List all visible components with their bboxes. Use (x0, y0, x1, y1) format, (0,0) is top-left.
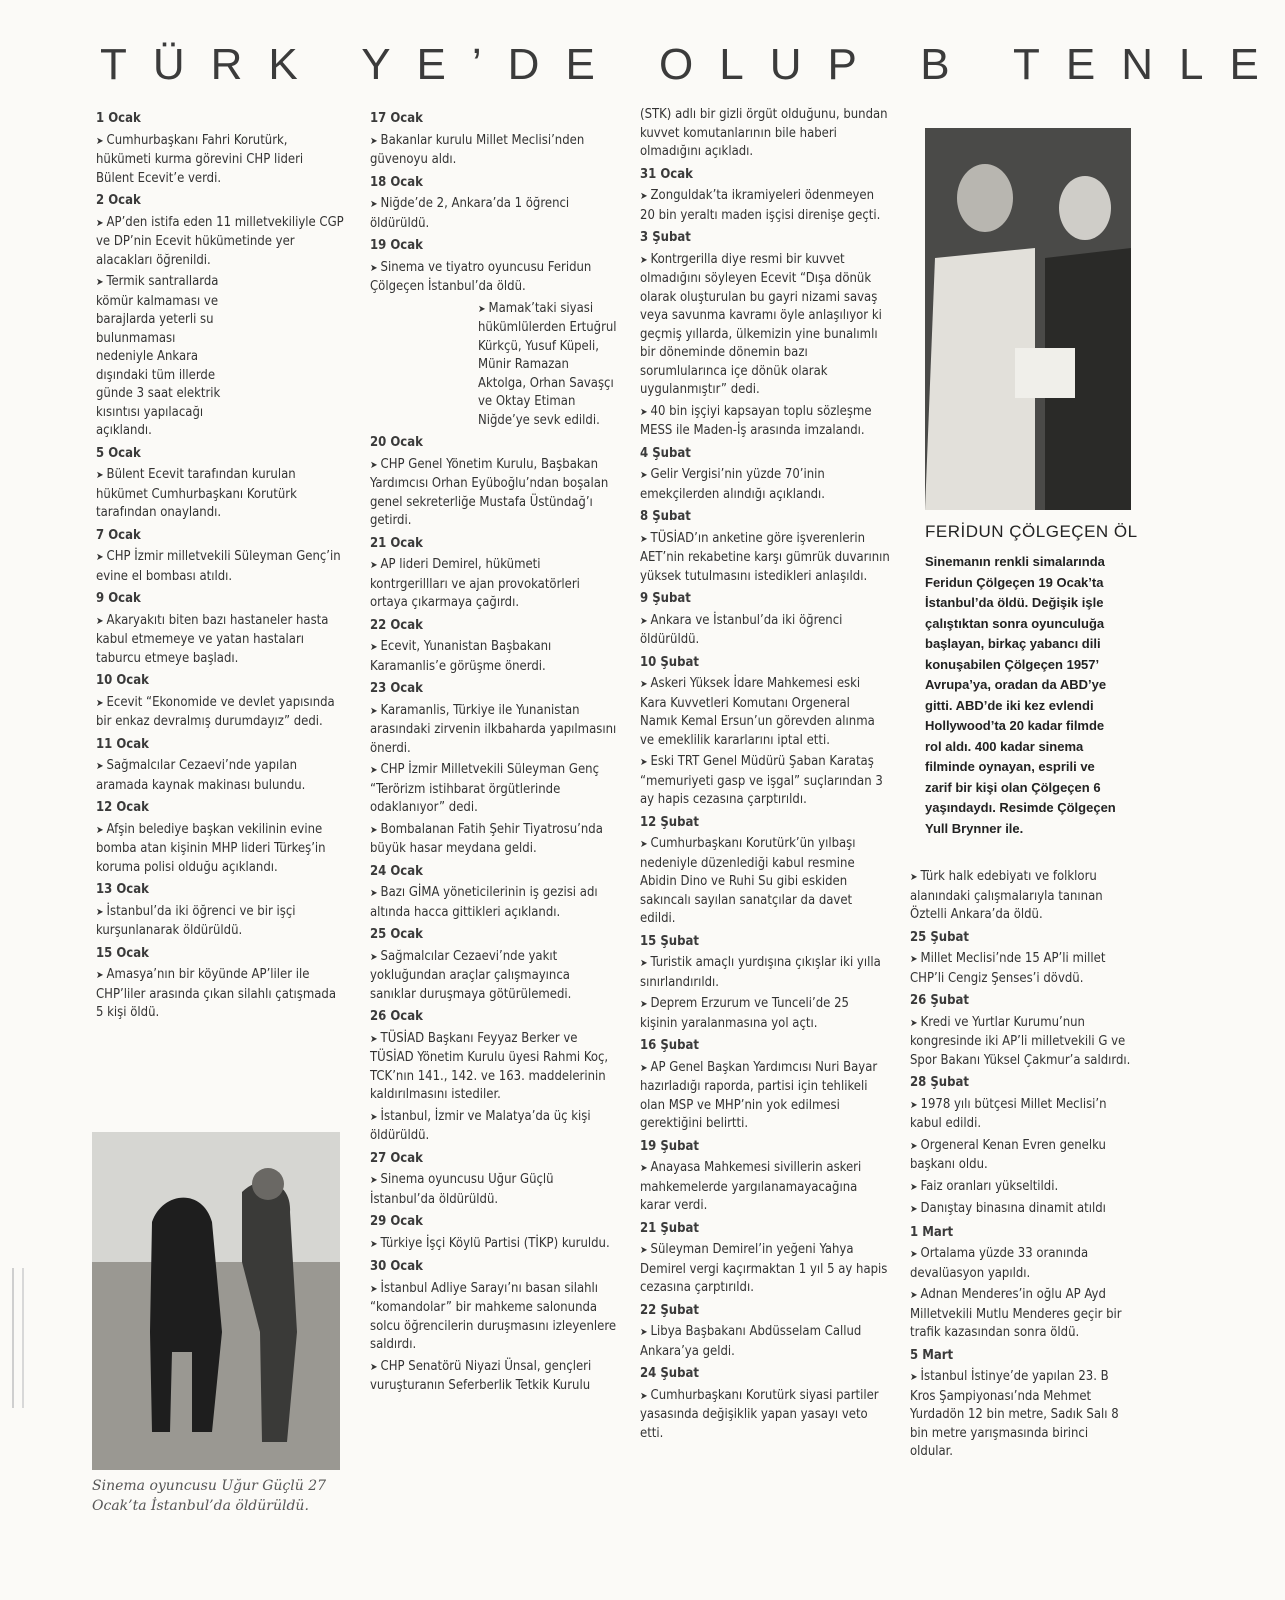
bullet-arrow-icon: ➤ (370, 459, 378, 471)
caption-line: gitti. ABD’de iki kez evlendi (925, 697, 1094, 713)
entry-text: İstanbul İstinye’de yapılan 23. B Kros Şampiyonası’nda Mehmet Yurdadön 12 bin metre, Sadık Salı 8 bin metre yarışmasında birinci oldular. (910, 1369, 1119, 1459)
caption-line: zarif bir kişi olan Çölgeçen 6 (925, 779, 1101, 795)
news-entry (640, 995, 890, 1033)
entry-text: Bombalanan Fatih Şehir Tiyatrosu’nda büyük hasar meydana geldi. (370, 821, 603, 856)
news-entry (640, 1387, 890, 1444)
news-entry (910, 1178, 1131, 1198)
bullet-arrow-icon: ➤ (910, 1290, 918, 1301)
date-heading: 13 Ocak (96, 882, 149, 897)
entry-text: Sinema ve tiyatro oyuncusu Feridun Çölgeçen İstanbul’da öldü. (370, 259, 592, 294)
entry-text: Cumhurbaşkanı Fahri Korutürk, hükümeti kurma görevini CHP lideri Bülent Ecevit’e verdi. (96, 132, 304, 186)
bullet-arrow-icon: ➤ (370, 642, 378, 653)
date-heading: 15 Şubat (640, 933, 699, 949)
date-heading: 26 Şubat (910, 993, 969, 1008)
bullet-arrow-icon: ➤ (910, 1249, 918, 1260)
news-entry (96, 548, 344, 586)
bullet-arrow-icon: ➤ (370, 262, 378, 274)
news-entry (370, 1280, 618, 1355)
news-entry (640, 187, 890, 225)
entry-text: 40 bin işçiyi kapsayan toplu sözleşme MESS ile Maden-İş arasında imzalandı. (640, 403, 872, 438)
news-entry (370, 195, 618, 233)
entry-text: Cumhurbaşkanı Korutürk siyasi partiler yasasında değişiklik yapan yasayı veto etti. (640, 1387, 879, 1441)
news-entry (910, 950, 1131, 988)
date-heading: 25 Şubat (910, 929, 969, 945)
news-entry (96, 466, 344, 523)
date-heading: 15 Ocak (96, 945, 149, 961)
date-heading: 9 Şubat (640, 591, 691, 606)
caption-line: Avrupa’ya, oradan da ABD’ye (925, 677, 1107, 692)
news-entry (910, 1200, 1131, 1220)
news-entry (640, 251, 890, 400)
entry-text: Faiz oranları yükseltildi. (920, 1178, 1059, 1194)
date-heading: 25 Ocak (370, 927, 423, 942)
entry-text: Danıştay binasına dinamit atıldı (920, 1201, 1106, 1216)
bullet-arrow-icon: ➤ (96, 761, 104, 772)
caption-line: Feridun Çölgeçen 19 Ocak’ta (925, 574, 1104, 590)
entry-text: Orgeneral Kenan Evren genelku başkanı oldu. (910, 1137, 1106, 1172)
entry-text: İstanbul’da iki öğrenci ve bir işçi kurşunlanarak öldürüldü. (96, 903, 296, 938)
date-heading: 4 Şubat (640, 445, 691, 461)
entry-text: Deprem Erzurum ve Tunceli’de 25 kişinin yaralanmasına yol açtı. (640, 996, 849, 1031)
entry-text: Anayasa Mahkemesi sivillerin askeri mahkemelerde yargılanamayacağına karar verdi. (640, 1160, 862, 1213)
bullet-arrow-icon: ➤ (96, 217, 104, 229)
entry-text: TÜSİAD Başkanı Feyyaz Berker ve TÜSİAD Yönetim Kurulu üyesi Rahmi Koç, TCK’nın 141., 142. ve 163. maddelerinin kaldırılmasını istediler. (370, 1030, 609, 1102)
date-heading: 11 Ocak (96, 736, 149, 752)
date-heading: 7 Ocak (96, 527, 141, 543)
news-entry (370, 132, 618, 170)
bullet-arrow-icon: ➤ (370, 1111, 378, 1123)
news-entry (370, 1358, 618, 1396)
bullet-arrow-icon: ➤ (96, 824, 104, 836)
news-entry (640, 954, 890, 992)
bullet-arrow-icon: ➤ (910, 1140, 918, 1152)
entry-text: İstanbul, İzmir ve Malatya’da üç kişi öldürüldü. (370, 1108, 591, 1143)
bullet-arrow-icon: ➤ (96, 697, 104, 709)
entry-text: Askeri Yüksek İdare Mahkemesi eski Kara Kuvvetleri Komutanı Orgeneral Namık Kemal Ersun’un görevden alınma ve emeklilik kararlarını iptal etti. (640, 676, 875, 748)
photo-ugur-guclu-with-horse (92, 1132, 340, 1470)
entry-text: CHP İzmir milletvekili Süleyman Genç’in evine el bombası atıldı. (96, 549, 341, 584)
entry-text: TÜSİAD’ın anketine göre işverenlerin AET’nin rekabetine karşı gümrük duvarının yüksek tutulmasını istedikleri anlaşıldı. (640, 530, 890, 584)
entry-text: İstanbul Adliye Sarayı’nı basan silahlı “komandolar” bir mahkeme salonunda solcu öğrencilerin duruşmasını izleyenlere saldırdı. (370, 1280, 617, 1352)
date-heading: 2 Ocak (96, 193, 141, 208)
date-heading: 28 Şubat (910, 1075, 969, 1090)
news-entry (370, 556, 618, 613)
bullet-arrow-icon: ➤ (96, 970, 104, 981)
news-entry (370, 821, 618, 859)
caption-line: rol aldı. 400 kadar sinema (925, 738, 1084, 754)
entry-text: CHP Senatörü Niyazi Ünsal, gençleri vuruşturanın Seferberlik Tetkik Kurulu (370, 1358, 592, 1393)
entry-text: Bakanlar kurulu Millet Meclisi’nden güvenoyu aldı. (370, 132, 585, 167)
date-heading: 22 Şubat (640, 1302, 699, 1318)
news-entry (96, 612, 344, 669)
date-heading: 22 Ocak (370, 617, 423, 633)
date-heading: 24 Şubat (640, 1366, 699, 1381)
bullet-arrow-icon: ➤ (640, 1327, 648, 1338)
news-entry (910, 1014, 1131, 1071)
date-heading: 1 Ocak (96, 111, 141, 126)
bullet-arrow-icon: ➤ (370, 135, 378, 147)
bullet-arrow-icon: ➤ (640, 1245, 648, 1256)
entry-text: Sinema oyuncusu Uğur Güçlü İstanbul’da öldürüldü. (370, 1172, 554, 1207)
news-entry (370, 948, 618, 1005)
caption-line: Hollywood’ta 20 kadar filmde (925, 718, 1105, 733)
entry-text: Termik santrallarda kömür kalmaması ve barajlarda yeterli su bulunmaması nedeniyle Ankara dışındaki tüm illerde günde 3 saat elektrik kısıntısı yapılacağı açıklandı. (96, 274, 221, 438)
entry-text: Ortalama yüzde 33 oranında devalüasyon yapıldı. (910, 1246, 1089, 1281)
bullet-arrow-icon: ➤ (910, 872, 918, 883)
scan-edge-mark (12, 1268, 24, 1408)
entry-text: Ankara ve İstanbul’da iki öğrenci öldürüldü. (640, 612, 843, 647)
date-heading: 19 Şubat (640, 1138, 699, 1154)
bullet-arrow-icon: ➤ (640, 470, 648, 481)
bullet-arrow-icon: ➤ (640, 958, 648, 969)
bullet-arrow-icon: ➤ (96, 277, 104, 288)
news-entry (370, 259, 618, 297)
news-entry (96, 757, 344, 795)
photo-caption-ugur-guclu: Sinema oyuncusu Uğur Güçlü 27 Ocak’ta İstanbul’da öldürüldü. (92, 1478, 327, 1514)
entry-text: Niğde’de 2, Ankara’da 1 öğrenci öldürüldü. (370, 196, 570, 231)
bullet-arrow-icon: ➤ (370, 824, 378, 836)
news-entry (910, 1368, 1131, 1462)
entry-text: Kredi ve Yurtlar Kurumu’nun kongresinde iki AP’li milletvekili G ve Spor Bakanı Yüksel Çakmur’a saldırdı. (910, 1014, 1131, 1068)
entry-text: AP’den istifa eden 11 milletvekiliyle CGP ve DP’nin Ecevit hükümetinde yer alacakları öğrenildi. (96, 214, 344, 268)
column-1 (96, 106, 344, 1026)
entry-text: Türk halk edebiyatı ve folkloru alanındaki çalışmalarıyla tanınan Öztelli Ankara’da öldü. (910, 869, 1103, 922)
entry-text: Bülent Ecevit tarafından kurulan hükümet Cumhurbaşkanı Korutürk tarafından onaylandı. (96, 467, 297, 520)
date-heading: 1 Mart (910, 1224, 954, 1240)
entry-text: Gelir Vergisi’nin yüzde 70’inin emekçilerden alındığı açıklandı. (640, 467, 826, 502)
date-heading: 9 Ocak (96, 591, 141, 606)
entry-text: Mamak’taki siyasi hükümlülerden Ertuğrul Kürkçü, Yusuf Küpeli, Münir Ramazan Aktolga, Orhan Savaşçı ve Oktay Etiman Niğde’ye sevk edildi. (478, 300, 617, 428)
caption-line: çalıştıktan sonra oyunculuğa (925, 615, 1105, 631)
bullet-arrow-icon: ➤ (370, 560, 378, 571)
bullet-arrow-icon: ➤ (640, 999, 648, 1010)
entry-text: Süleyman Demirel’in yeğeni Yahya Demirel vergi kaçırmaktan 1 yıl 5 ay hapis cezasına çarptırıldı. (640, 1242, 888, 1295)
bullet-arrow-icon: ➤ (640, 615, 648, 627)
entry-text: Ecevit, Yunanistan Başbakanı Karamanlis’e görüşme önerdi. (370, 639, 552, 674)
caption-line: Sinemanın renkli simalarında (925, 554, 1105, 569)
bullet-arrow-icon: ➤ (640, 679, 648, 690)
date-heading: 5 Ocak (96, 445, 141, 461)
entry-text: Kontrgerilla diye resmi bir kuvvet olmadığını söyleyen Ecevit “Dışa dönük olarak oluşturulan bu gayri nizami savaş veya savunma kavramı öyle anlaşılıyor ki geçmiş yıllarda, ülkemizin yine bunalımlı bir döneminde dönemin bazı sorumlularınca içe dönük olarak uygulanmıştır” dedi. (640, 251, 882, 397)
date-heading: 10 Ocak (96, 673, 149, 688)
news-entry (370, 1235, 618, 1255)
news-entry (96, 132, 344, 189)
bullet-arrow-icon: ➤ (910, 954, 918, 965)
news-entry (640, 466, 890, 504)
date-heading: 18 Ocak (370, 174, 423, 190)
bullet-arrow-icon: ➤ (910, 1181, 918, 1193)
bullet-arrow-icon: ➤ (640, 533, 648, 545)
news-entry (370, 300, 618, 431)
bullet-arrow-icon: ➤ (910, 1204, 918, 1215)
news-entry (370, 456, 618, 531)
bullet-arrow-icon: ➤ (96, 552, 104, 563)
news-entry (640, 106, 890, 162)
bullet-arrow-icon: ➤ (640, 757, 648, 768)
news-entry (370, 638, 618, 676)
bullet-arrow-icon: ➤ (370, 705, 378, 717)
news-entry (910, 1096, 1131, 1134)
entry-text: (STK) adlı bir gizli örgüt olduğunu, bundan kuvvet komutanlarının bile haberi olmadığını açıkladı. (640, 107, 888, 159)
bullet-arrow-icon: ➤ (478, 303, 486, 315)
photo-title-feridun-colgecen: FERİDUN ÇÖLGEÇEN ÖL (925, 522, 1138, 541)
bullet-arrow-icon: ➤ (640, 839, 648, 850)
date-heading: 21 Ocak (370, 535, 423, 551)
date-heading: 31 Ocak (640, 166, 693, 182)
entry-text: Sağmalcılar Cezaevi’nde yakıt yokluğundan araçlar çalışmayınca sanıklar duruşmaya götürülemedi. (370, 948, 572, 1002)
bullet-arrow-icon: ➤ (640, 406, 648, 418)
news-entry (640, 835, 890, 929)
news-entry (96, 214, 344, 271)
caption-line: başlayan, birkaç yabancı dili (925, 636, 1101, 651)
date-heading: 24 Ocak (370, 863, 423, 879)
bullet-arrow-icon: ➤ (370, 1175, 378, 1186)
entry-text: Bazı GİMA yöneticilerinin iş gezisi adı altında hacca gittikleri açıklandı. (370, 885, 598, 920)
news-entry (910, 1286, 1131, 1343)
news-entry (370, 1030, 618, 1105)
bullet-arrow-icon: ➤ (640, 1163, 648, 1174)
caption-line: filminde oynayan, esprili ve (925, 759, 1095, 774)
news-entry (640, 1323, 890, 1361)
bullet-arrow-icon: ➤ (96, 615, 104, 627)
date-heading: 23 Ocak (370, 681, 423, 696)
news-entry (640, 1159, 890, 1216)
news-entry (370, 761, 618, 818)
date-heading: 27 Ocak (370, 1150, 423, 1166)
date-heading: 17 Ocak (370, 111, 423, 126)
bullet-arrow-icon: ➤ (370, 888, 378, 899)
entry-text: AP lideri Demirel, hükümeti kontrgerillları ve ajan provokatörleri ortaya çıkarmaya çağırdı. (370, 557, 580, 610)
news-entry (640, 1241, 890, 1298)
entry-text: 1978 yılı bütçesi Millet Meclisi’n kabul edildi. (910, 1096, 1107, 1131)
news-entry (910, 1137, 1131, 1175)
news-entry (640, 675, 890, 750)
bullet-arrow-icon: ➤ (910, 1099, 918, 1111)
news-entry (96, 273, 344, 441)
caption-line: konuşabilen Çölgeçen 1957’ (925, 656, 1100, 672)
bullet-arrow-icon: ➤ (370, 1238, 378, 1250)
bullet-arrow-icon: ➤ (96, 906, 104, 918)
bullet-arrow-icon: ➤ (96, 470, 104, 481)
caption-line: Yull Brynner ile. (925, 820, 1024, 836)
date-heading: 16 Şubat (640, 1038, 699, 1053)
date-heading: 26 Ocak (370, 1009, 423, 1024)
news-entry (640, 530, 890, 587)
entry-text: Afşin belediye başkan vekilinin evine bomba atan kişinin MHP lideri Türkeş’in koruma polisi olduğu açıklandı. (96, 821, 326, 875)
entry-text: Millet Meclisi’nde 15 AP’li millet CHP’li Cengiz Şenses’i dövdü. (910, 951, 1106, 986)
bullet-arrow-icon: ➤ (640, 1062, 648, 1074)
entry-text: Akaryakıtı biten bazı hastaneler hasta kabul etmemeye ve yatan hastaları taburcu etmeye başladı. (96, 612, 329, 666)
news-entry (370, 1171, 618, 1209)
date-heading: 10 Şubat (640, 654, 699, 670)
horse-photo-illustration (92, 1132, 340, 1470)
news-entry (370, 702, 618, 759)
bullet-arrow-icon: ➤ (370, 1361, 378, 1373)
entry-text: Ecevit “Ekonomide ve devlet yapısında bir enkaz devralmış durumdayız” dedi. (96, 694, 335, 729)
news-entry (370, 1108, 618, 1146)
bullet-arrow-icon: ➤ (640, 191, 648, 202)
bullet-arrow-icon: ➤ (370, 1283, 378, 1295)
news-entry (640, 403, 890, 441)
date-heading: 30 Ocak (370, 1259, 423, 1274)
bullet-arrow-icon: ➤ (910, 1372, 918, 1383)
bullet-arrow-icon: ➤ (96, 135, 104, 147)
bullet-arrow-icon: ➤ (910, 1017, 918, 1029)
news-entry (640, 753, 890, 810)
date-heading: 12 Ocak (96, 800, 149, 815)
news-entry (640, 1059, 890, 1134)
bullet-arrow-icon: ➤ (640, 254, 648, 266)
entry-text: Amasya’nın bir köyünde AP’liler ile CHP’liler arasında çıkan silahlı çatışmada 5 kişi öldü. (96, 967, 336, 1020)
date-heading: 20 Ocak (370, 435, 423, 450)
news-entry (370, 884, 618, 922)
entry-text: Türkiye İşçi Köylü Partisi (TİKP) kuruldu. (380, 1235, 610, 1251)
news-entry (96, 903, 344, 941)
entry-text: Eski TRT Genel Müdürü Şaban Karataş “memuriyeti gasp ve işgal” suçlarından 3 ay hapis cezasına çarptırıldı. (640, 754, 883, 807)
bullet-arrow-icon: ➤ (370, 199, 378, 210)
page-title: TÜRK YE’DE OLUP B TENLE (100, 40, 1285, 89)
entry-text: CHP İzmir Milletvekili Süleyman Genç “Terörizm istihbarat örgütlerinde odaklanıyor” dedi. (370, 762, 600, 815)
entry-text: Zonguldak’ta ikramiyeleri ödenmeyen 20 bin yeraltı maden işçisi direnişe geçti. (640, 188, 881, 223)
bullet-arrow-icon: ➤ (370, 1033, 378, 1045)
date-heading: 12 Şubat (640, 814, 699, 830)
news-entry (96, 694, 344, 732)
entry-text: AP Genel Başkan Yardımcısı Nuri Bayar hazırladığı raporda, partisi için tehlikeli olan MSP ve MHP’nin yok edilmesi gerektiğini belirtti. (640, 1059, 878, 1131)
news-entry (96, 821, 344, 878)
photo-caption-feridun-colgecen (925, 552, 1131, 839)
date-heading: 19 Ocak (370, 238, 423, 253)
date-heading: 8 Şubat (640, 509, 691, 524)
caption-line: İstanbul’da öldü. Değişik işle (925, 595, 1104, 610)
date-heading: 29 Ocak (370, 1214, 423, 1229)
entry-text: Turistik amaçlı yurdışına çıkışlar iki yılla sınırlandırıldı. (640, 955, 881, 990)
photo-feridun-colgecen (925, 128, 1131, 510)
column-2 (370, 106, 618, 1399)
bullet-arrow-icon: ➤ (370, 765, 378, 776)
news-entry (910, 1245, 1131, 1283)
column-3 (640, 106, 890, 1446)
bullet-arrow-icon: ➤ (640, 1390, 648, 1402)
entry-text: Cumhurbaşkanı Korutürk’ün yılbaşı nedeniyle düzenlediği kabul resmine Abidin Dino ve Ruhi Su gibi eskiden sakıncalı sayılan sanatçılar da davet edildi. (640, 836, 856, 926)
entry-text: Adnan Menderes’in oğlu AP Ayd Milletvekili Mutlu Menderes geçir bir trafik kazasından sonra öldü. (910, 1287, 1122, 1340)
news-entry (96, 966, 344, 1023)
portrait-photo-illustration (925, 128, 1131, 510)
news-entry (640, 612, 890, 650)
news-entry (910, 868, 1131, 925)
column-4 (910, 868, 1131, 1465)
entry-text: Sağmalcılar Cezaevi’nde yapılan aramada kaynak makinası bulundu. (96, 758, 306, 793)
date-heading: 3 Şubat (640, 230, 691, 245)
date-heading: 21 Şubat (640, 1220, 699, 1236)
date-heading: 5 Mart (910, 1347, 954, 1363)
entry-text: Libya Başbakanı Abdüsselam Callud Ankara’ya geldi. (640, 1324, 862, 1359)
caption-line: yaşındaydı. Resimde Çölgeçen (925, 800, 1116, 815)
entry-text: CHP Genel Yönetim Kurulu, Başbakan Yardımcısı Orhan Eyüboğlu’ndan boşalan genel sekreterliğe Mustafa Üstündağ’ı getirdi. (370, 456, 609, 528)
bullet-arrow-icon: ➤ (370, 951, 378, 963)
entry-text: Karamanlis, Türkiye ile Yunanistan arasındaki zirvenin ilkbaharda yapılmasını önerdi. (370, 702, 617, 756)
